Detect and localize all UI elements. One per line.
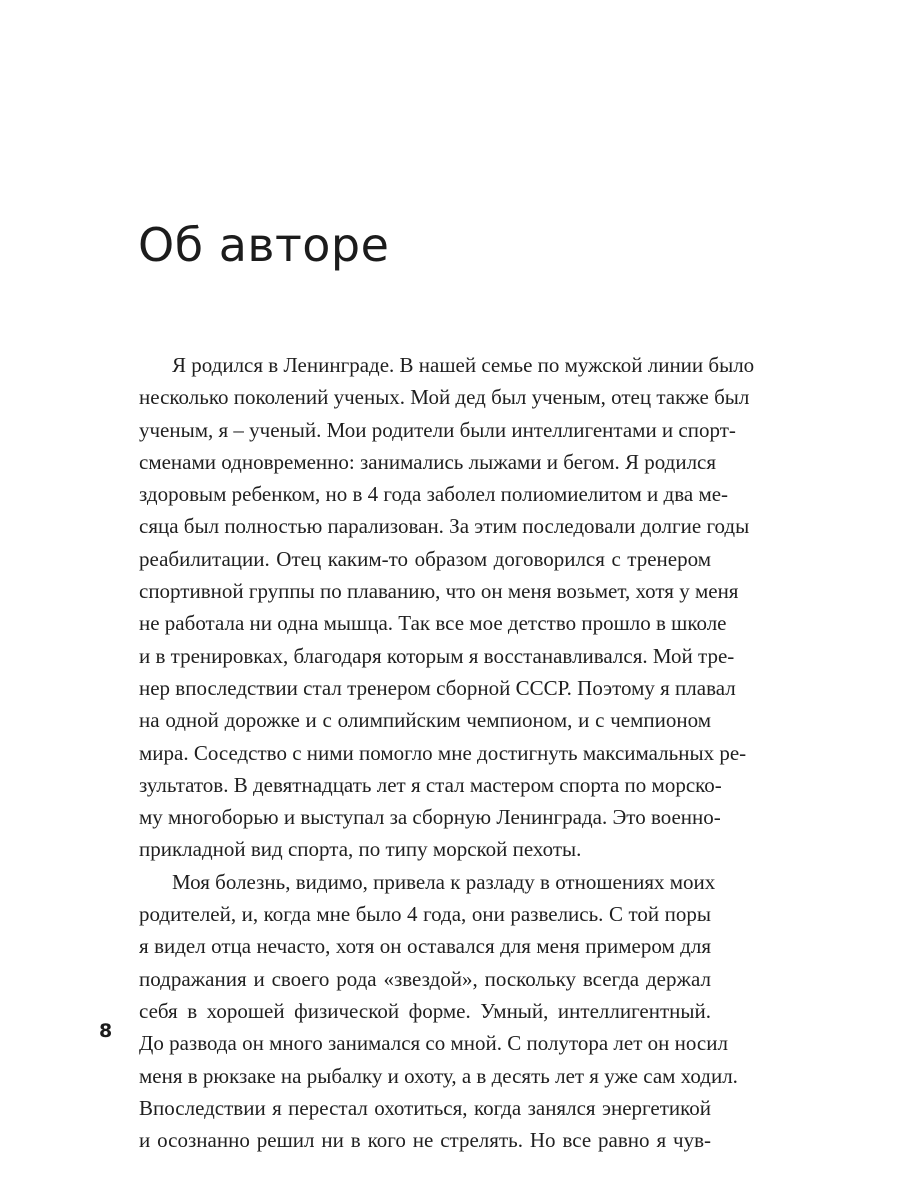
text-line: на одной дорожке и с олимпийским чемпионом, и с чемпионом: [139, 708, 711, 733]
text-line: реабилитации. Отец каким-то образом договорился с тренером: [139, 546, 711, 571]
text-line: я видел отца нечасто, хотя он оставался для меня примером для: [139, 934, 711, 959]
text-line: здоровым ребенком, но в 4 года заболел полиомиелитом и два ме-: [139, 482, 729, 507]
text-line: нер впоследствии стал тренером сборной СССР. Поэтому я плавал: [139, 675, 736, 700]
text-line: зультатов. В девятнадцать лет я стал мастером спорта по морско-: [139, 772, 722, 797]
text-line: му многоборью и выступал за сборную Ленинграда. Это военно-: [139, 805, 721, 830]
text-line: и в тренировках, благодаря которым я восстанавливался. Мой тре-: [139, 643, 735, 668]
text-line: меня в рюкзаке на рыбалку и охоту, а в десять лет я уже сам ходил.: [139, 1063, 738, 1088]
text-line: родителей, и, когда мне было 4 года, они развелись. С той поры: [139, 902, 711, 927]
text-line: До развода он много занимался со мной. С полутора лет он носил: [139, 1031, 728, 1056]
text-line: несколько поколений ученых. Мой дед был ученым, отец также был: [139, 385, 750, 410]
text-line: себя в хорошей физической форме. Умный, интеллигентный.: [139, 998, 711, 1023]
text-line: прикладной вид спорта, по типу морской пехоты.: [139, 837, 582, 862]
text-line: Моя болезнь, видимо, привела к разладу в отношениях моих: [172, 869, 716, 894]
text-line: Впоследствии я перестал охотиться, когда занялся энергетикой: [139, 1095, 711, 1120]
body-text: [139, 349, 755, 1156]
text-line: мира. Соседство с ними помогло мне достигнуть максимальных ре-: [139, 740, 747, 765]
text-line: ученым, я – ученый. Мои родители были интеллигентами и спорт-: [139, 417, 736, 442]
text-line: не работала ни одна мышца. Так все мое детство прошло в школе: [139, 611, 727, 636]
text-line: спортивной группы по плаванию, что он меня возьмет, хотя у меня: [139, 579, 739, 604]
text-line: Я родился в Ленинграде. В нашей семье по мужской линии было: [172, 353, 755, 377]
text-line: сяца был полностью парализован. За этим последовали долгие годы: [139, 514, 750, 539]
text-line: подражания и своего рода «звездой», поскольку всегда держал: [139, 966, 711, 991]
page-title: Об авторе: [138, 218, 390, 272]
page-number: 8: [99, 1020, 113, 1042]
text-line: сменами одновременно: занимались лыжами и бегом. Я родился: [139, 449, 717, 474]
text-line: и осознанно решил ни в кого не стрелять. Но все равно я чув-: [139, 1128, 711, 1153]
